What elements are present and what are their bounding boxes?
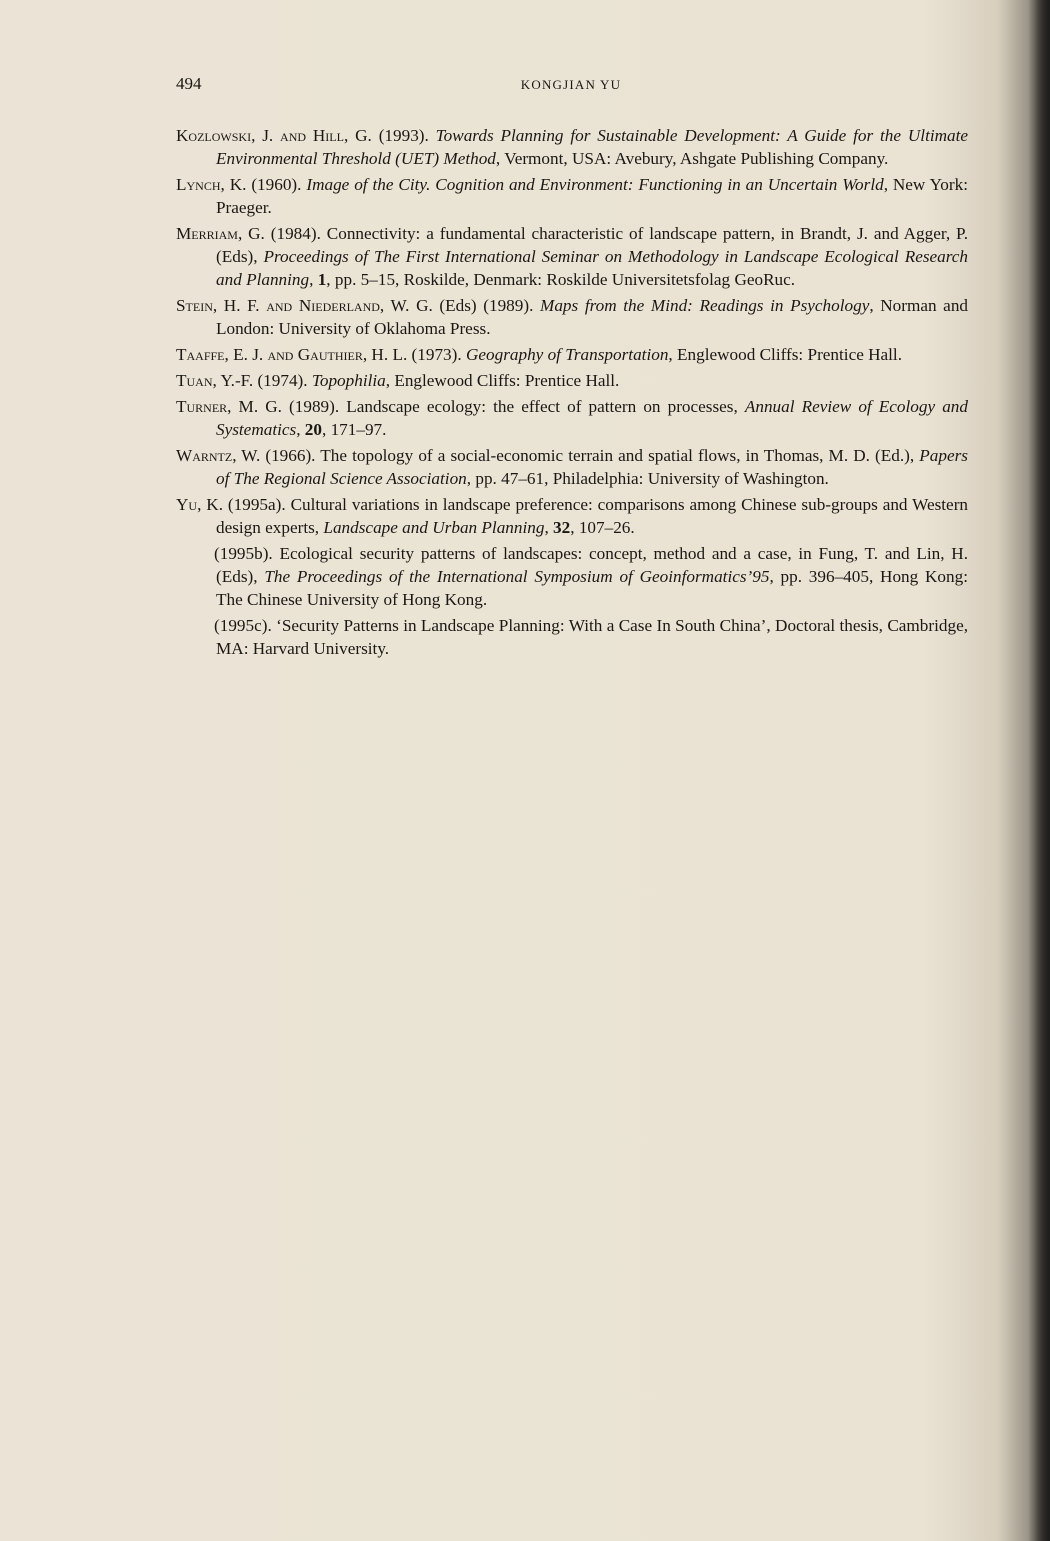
reference-entry [176, 222, 968, 291]
reference-year: (1993). [378, 126, 429, 145]
reference-year: (1984). [270, 224, 321, 243]
reference-text: Connectivity: a fundamental characteristic of landscape pattern, in Brandt, J. and Agger, P. (Eds), [216, 224, 969, 266]
reference-publisher: , 171–97. [321, 420, 387, 439]
reference-entry [176, 369, 968, 392]
reference-year: (1960). [251, 175, 302, 194]
reference-author: Stein, H. F. and Niederland, W. G. [176, 296, 433, 315]
reference-year: (1973). [411, 345, 462, 364]
reference-title: Image of the City. Cognition and Environment: Functioning in an Uncertain World [306, 175, 884, 194]
reference-title: Proceedings of The First International Seminar on Methodology in Landscape Ecological Research and Planning [216, 247, 969, 289]
reference-text: ‘Security Patterns in Landscape Planning: With a Case In South China’, Doctoral thesis, Cambridge, MA: Harvard University. [216, 616, 968, 658]
reference-publisher: , Vermont, USA: Avebury, Ashgate Publishing Company. [495, 149, 889, 168]
reference-text: Ecological security patterns of landscapes: concept, method and a case, in Fung, T. and Lin, H. (Eds), [216, 544, 968, 586]
page-edge-shadow [1028, 0, 1050, 1541]
running-head: KONGJIAN YU [520, 77, 622, 92]
reference-year: (1995a). [227, 495, 286, 514]
reference-text: Landscape ecology: the effect of pattern on processes, [346, 397, 745, 416]
reference-title: Annual Review of Ecology and Systematics [216, 397, 968, 439]
reference-publisher: , pp. 396–405, Hong Kong: The Chinese University of Hong Kong. [216, 567, 968, 609]
reference-volume: 32 [553, 518, 571, 537]
reference-list [176, 124, 968, 663]
reference-title: Towards Planning for Sustainable Development: A Guide for the Ultimate Environmental Threshold (UET) Method [216, 126, 969, 168]
reference-publisher: , 107–26. [570, 518, 635, 537]
reference-text: Cultural variations in landscape preference: comparisons among Chinese sub-groups and Western design experts, [216, 495, 969, 537]
reference-title: The Proceedings of the International Symposium of Geoinformatics’95 [264, 567, 770, 586]
reference-separator: , [544, 518, 554, 537]
reference-volume: 1 [317, 270, 327, 289]
reference-author: Turner, M. G. [176, 397, 282, 416]
reference-year: (Eds) (1989). [439, 296, 534, 315]
reference-author: Kozlowski, J. and Hill, G. [176, 126, 372, 145]
reference-author: Lynch, K. [176, 175, 247, 194]
reference-entry [176, 294, 968, 340]
reference-year: (1995c). [214, 616, 272, 635]
reference-volume: 20 [304, 420, 322, 439]
reference-author: Warntz, W. [176, 446, 261, 465]
reference-title: Maps from the Mind: Readings in Psychology [540, 296, 870, 315]
reference-title: Topophilia [311, 371, 386, 390]
reference-text: The topology of a social-economic terrain and spatial flows, in Thomas, M. D. (Ed.), [320, 446, 920, 465]
reference-entry [176, 395, 968, 441]
reference-publisher: , Norman and London: University of Oklahoma Press. [216, 296, 969, 338]
reference-year: (1989). [289, 397, 340, 416]
reference-entry [176, 444, 968, 490]
reference-title: Papers of The Regional Science Association [216, 446, 968, 488]
reference-separator: , [296, 420, 305, 439]
page-header [176, 74, 966, 98]
reference-entry [176, 343, 968, 366]
reference-title: Landscape and Urban Planning [323, 518, 545, 537]
reference-publisher: , Englewood Cliffs: Prentice Hall. [668, 345, 903, 364]
reference-year: (1995b). [214, 544, 273, 563]
reference-title: Geography of Transportation [465, 345, 669, 364]
reference-author: Merriam, G. [176, 224, 265, 243]
reference-year: (1966). [265, 446, 316, 465]
reference-author: Yu, K. [176, 495, 223, 514]
reference-entry [176, 493, 968, 539]
reference-author: Taaffe, E. J. and Gauthier, H. L. [176, 345, 408, 364]
reference-separator: , [309, 270, 318, 289]
reference-entry [176, 542, 968, 611]
reference-entry [176, 173, 968, 219]
reference-entry [176, 614, 968, 660]
reference-publisher: , pp. 5–15, Roskilde, Denmark: Roskilde Universitetsfolag GeoRuc. [326, 270, 796, 289]
page-number: 494 [176, 74, 202, 93]
reference-publisher: , New York: Praeger. [216, 175, 968, 217]
reference-author: Tuan, Y.-F. [176, 371, 254, 390]
reference-publisher: , Englewood Cliffs: Prentice Hall. [385, 371, 620, 390]
reference-publisher: , pp. 47–61, Philadelphia: University of Washington. [466, 469, 829, 488]
reference-entry [176, 124, 968, 170]
reference-year: (1974). [257, 371, 308, 390]
